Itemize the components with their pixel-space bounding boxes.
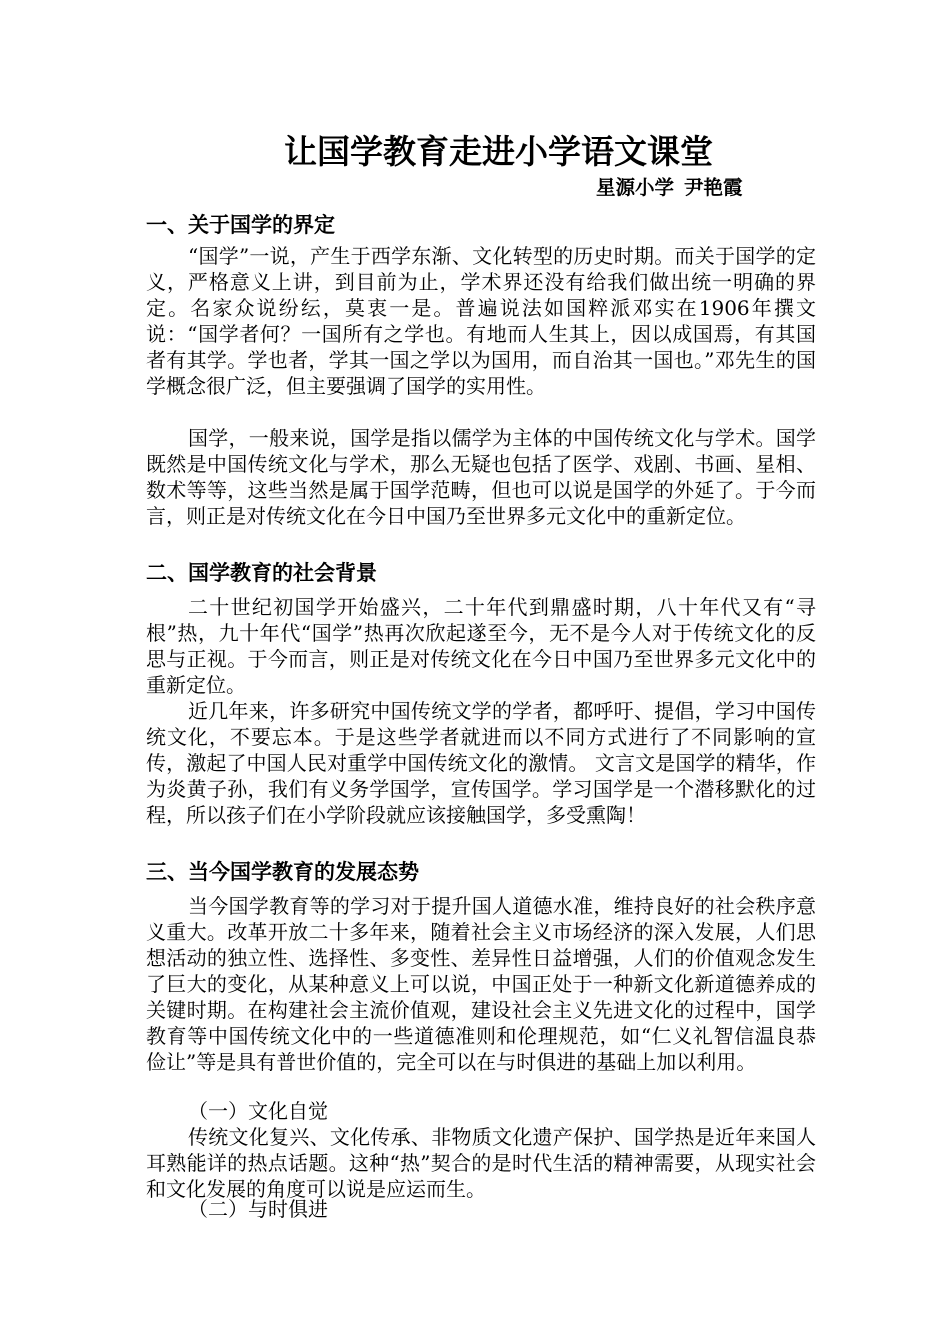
paragraph: 当今国学教育等的学习对于提升国人道德水准，维持良好的社会秩序意义重大。改革开放二十多年来，随着社会主义市场经济的深入发展，人们思想活动的独立性、选择性、多变性、差异性日益增强，人们的价值观念发生了巨大的变化，从某种意义上可以说，中国正处于一种新文化新道德养成的关键时期。在构建社会主流价值观，建设社会主义先进文化的过程中，国学教育等中国传统文化中的一些道德准则和伦理规范，如“仁义礼智信温良恭俭让”等是具有普世价值的，完全可以在与时俱进的基础上加以利用。 xyxy=(146,894,816,1074)
subsection-label: （一）文化自觉 xyxy=(188,1099,328,1123)
section-heading: 三、当今国学教育的发展态势 xyxy=(146,860,419,884)
section-heading: 一、关于国学的界定 xyxy=(146,213,335,237)
author-school: 星源小学 xyxy=(596,176,675,199)
subsection-label: （二）与时俱进 xyxy=(188,1197,328,1221)
section-heading: 二、国学教育的社会背景 xyxy=(146,561,377,585)
author-line xyxy=(596,175,796,201)
document-title: 让国学教育走进小学语文课堂 xyxy=(284,132,713,171)
paragraph: 传统文化复兴、文化传承、非物质文化遗产保护、国学热是近年来国人耳熟能详的热点话题。这种“热”契合的是时代生活的精神需要，从现实社会和文化发展的角度可以说是应运而生。 xyxy=(146,1125,816,1201)
author-name: 尹艳霞 xyxy=(684,176,743,199)
paragraph: “国学”一说，产生于西学东渐、文化转型的历史时期。而关于国学的定义，严格意义上讲，到目前为止，学术界还没有给我们做出统一明确的界定。名家众说纷纭，莫衷一是。普遍说法如国粹派邓实在1906年撰文说：“国学者何？一国所有之学也。有地而人生其上，因以成国焉，有其国者有其学。学也者，学其一国之学以为国用，而自治其一国也。”邓先生的国学概念很广泛，但主要强调了国学的实用性。 xyxy=(146,244,816,398)
paragraph: 二十世纪初国学开始盛兴，二十年代到鼎盛时期，八十年代又有“寻根”热，九十年代“国学”热再次欣起遂至今，无不是今人对于传统文化的反思与正视。于今而言，则正是对传统文化在今日中国乃至世界多元文化中的重新定位。 xyxy=(146,595,816,697)
paragraph: 国学，一般来说，国学是指以儒学为主体的中国传统文化与学术。国学既然是中国传统文化与学术，那么无疑也包括了医学、戏剧、书画、星相、数术等等，这些当然是属于国学范畴，但也可以说是国学的外延了。于今而言，则正是对传统文化在今日中国乃至世界多元文化中的重新定位。 xyxy=(146,426,816,528)
paragraph: 近几年来，许多研究中国传统文学的学者，都呼吁、提倡，学习中国传统文化，不要忘本。于是这些学者就进而以不同方式进行了不同影响的宣传，激起了中国人民对重学中国传统文化的激情。 文言文是国学的精华，作为炎黄子孙，我们有义务学国学，宣传国学。学习国学是一个潜移默化的过程，所以孩子们在小学阶段就应该接触国学，多受熏陶！ xyxy=(146,699,816,827)
